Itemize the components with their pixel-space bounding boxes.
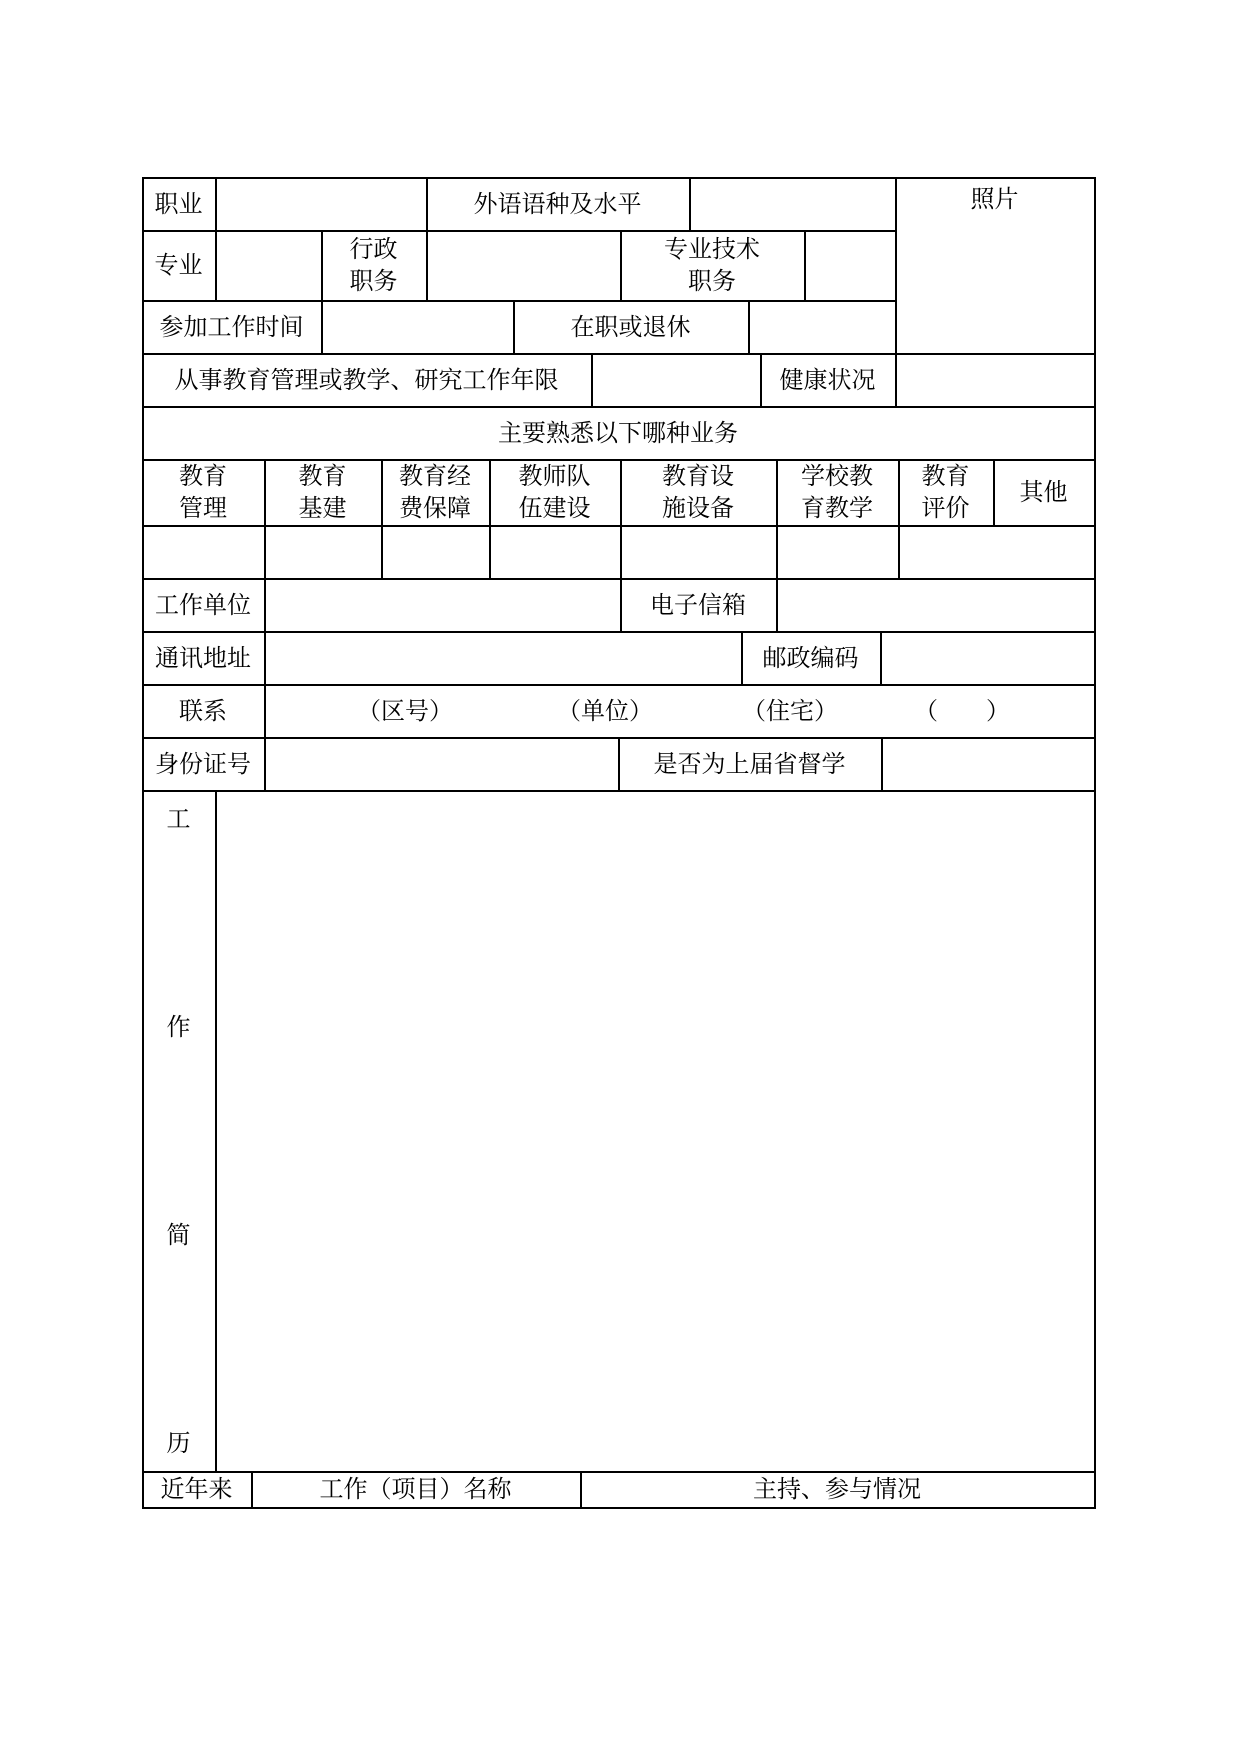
years-field[interactable] [592, 354, 759, 405]
resume-label [142, 790, 215, 1471]
contact-label: 联系 [179, 696, 227, 725]
business-type-label: 教育 基建 [298, 462, 347, 522]
admin-position-label: 行政 职务 [349, 235, 398, 295]
business-type-label: 教育经 费保障 [399, 462, 471, 522]
postal-code-label: 邮政编码 [762, 643, 859, 672]
email-label: 电子信箱 [650, 590, 746, 619]
language-label: 外语语种及水平 [473, 189, 642, 218]
business-type-label: 其他 [1019, 478, 1068, 506]
tech-position-label: 专业技术 职务 [664, 235, 760, 295]
business-check-cell[interactable] [143, 526, 264, 578]
rule [142, 1507, 1096, 1509]
photo-box[interactable]: 照片 [970, 185, 1019, 213]
business-check-cell[interactable] [777, 526, 898, 578]
resume-label-char: 工 [166, 804, 191, 833]
postal-code-field[interactable] [881, 632, 1093, 683]
work-start-field[interactable] [322, 301, 512, 352]
previous-inspector-field[interactable] [882, 738, 1093, 789]
employment-status-label: 在职或退休 [570, 312, 691, 341]
rule [1094, 177, 1096, 1508]
business-type-label: 教师队 伍建设 [518, 462, 591, 522]
major-label: 专业 [154, 251, 203, 279]
major-field[interactable] [216, 231, 320, 299]
employer-label: 工作单位 [155, 590, 251, 619]
phone-work[interactable]: （单位） [557, 696, 653, 725]
occupation-field[interactable] [216, 178, 425, 229]
employment-status-field[interactable] [749, 301, 894, 352]
business-header: 主要熟悉以下哪种业务 [498, 418, 738, 447]
id-number-field[interactable] [265, 738, 617, 789]
business-check-cell[interactable] [382, 526, 489, 578]
recent-label: 近年来 [160, 1475, 233, 1503]
phone-other[interactable]: （ ） [914, 696, 1010, 725]
business-type-label: 教育 管理 [179, 462, 227, 522]
address-label: 通讯地址 [155, 643, 251, 672]
phone-area-code[interactable]: （区号） [357, 696, 453, 725]
previous-inspector-label: 是否为上届省督学 [653, 749, 846, 778]
resume-field[interactable] [216, 791, 1093, 1470]
business-check-cell[interactable] [265, 526, 381, 578]
resume-label-char: 简 [166, 1220, 191, 1249]
health-label: 健康状况 [779, 365, 876, 394]
tech-position-field[interactable] [805, 231, 894, 299]
resume-label-char: 历 [166, 1428, 191, 1457]
role-header: 主持、参与情况 [753, 1475, 921, 1503]
business-type-label: 教育设 施设备 [662, 462, 734, 522]
years-label: 从事教育管理或教学、研究工作年限 [174, 365, 559, 394]
admin-position-field[interactable] [427, 231, 619, 299]
business-check-cell[interactable] [899, 526, 1093, 578]
project-name-header: 工作（项目）名称 [319, 1475, 512, 1503]
occupation-label: 职业 [154, 189, 203, 218]
address-field[interactable] [265, 632, 740, 683]
id-number-label: 身份证号 [155, 749, 251, 778]
work-start-label: 参加工作时间 [159, 312, 304, 341]
language-field[interactable] [690, 178, 894, 229]
business-check-cell[interactable] [621, 526, 776, 578]
resume-label-char: 作 [166, 1012, 191, 1041]
phone-home[interactable]: （住宅） [742, 696, 838, 725]
health-field[interactable] [896, 354, 1093, 405]
business-type-label: 学校教 育教学 [801, 462, 873, 522]
email-field[interactable] [777, 579, 1093, 630]
business-check-cell[interactable] [490, 526, 620, 578]
employer-field[interactable] [265, 579, 619, 630]
business-type-label: 教育 评价 [921, 462, 970, 522]
